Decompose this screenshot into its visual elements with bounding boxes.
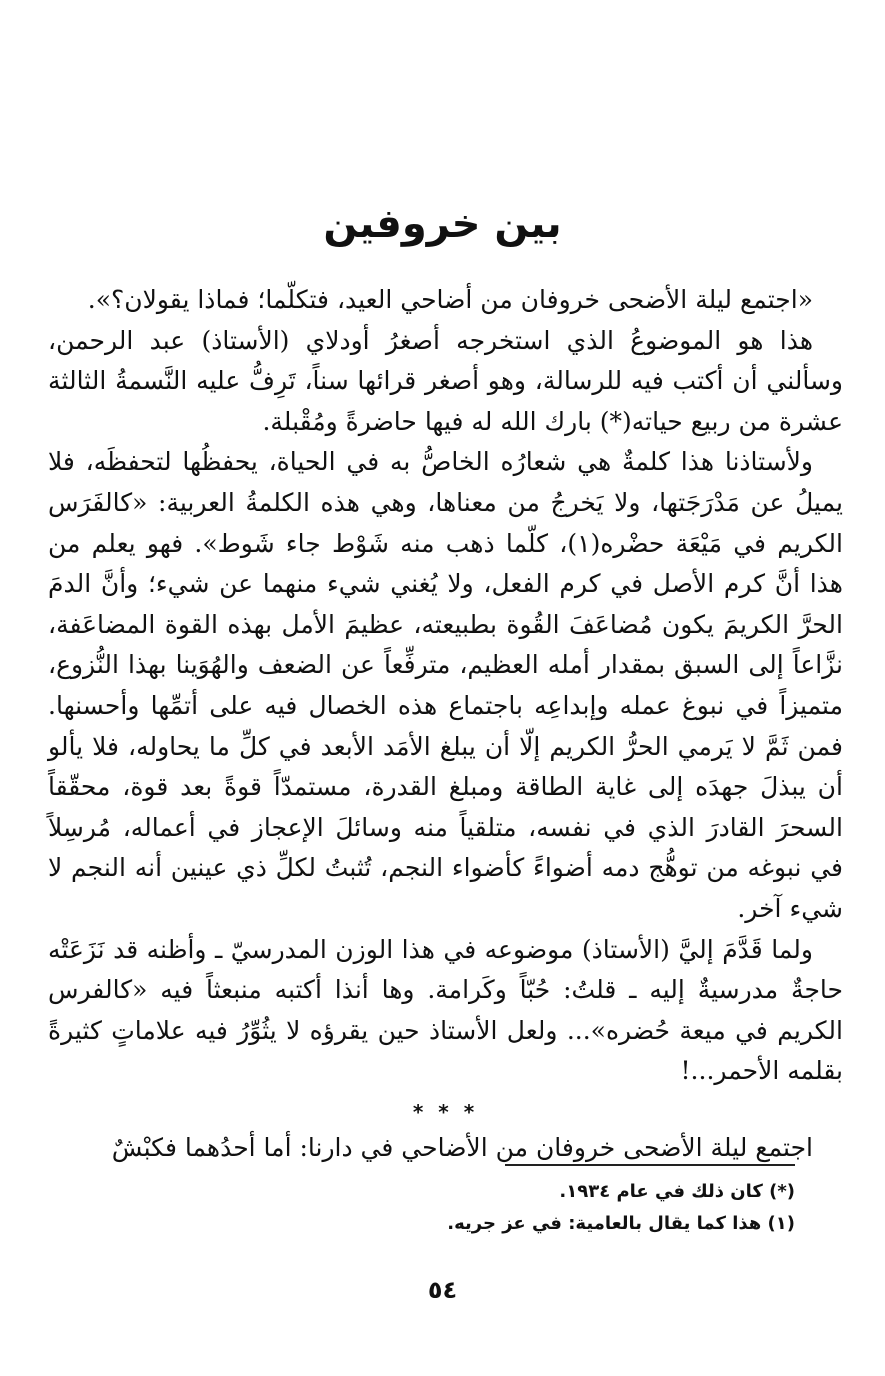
paragraph-2: هذا هو الموضوعُ الذي استخرجه أصغرُ أودلاي (الأستاذ) عبد الرحمن، وسألني أن أكتب فيه للرسالة، وهو أصغر قرائها سناً، تَرِفُّ عليه النَّسمةُ الثالثة عشرة من ربيع حياته(*) بارك الله له فيها حاضرةً ومُقْبلة. — [48, 325, 843, 436]
paragraph-3: ولأستاذنا هذا كلمةٌ هي شعارُه الخاصُّ به في الحياة، يحفظُها لتحفظَه، فلا يميلُ عن مَدْرَجَتها، ولا يَخرجُ من معناها، وهي هذه الكلمةُ العربية: «كالفَرَس الكريم في مَيْعَة حضْره(١)، كلّما ذهب منه شَوْط جاء شَوط». فهو يعلم من هذا أنَّ كرم الأصل في كرم الفعل، ولا يُغني شيء منهما عن شيء؛ وأنَّ الدمَ الحرَّ الكريمَ يكون مُضاعَفَ القُوة بطبيعته، عظيمَ الأمل بهذه القوة المضاعَفة، نزَّاعاً إلى السبق بمقدار أمله العظيم، مترفِّعاً عن الضعف والهُوَينا بهذا النُّزوع، متميزاً في نبوغ عمله وإبداعِه باجتماع هذه الخصال فيه على أتمِّها وأحسنها. فمن ثَمَّ لا يَرمي الحرُّ الكريم إلّا أن يبلغ الأمَد الأبعد في كلِّ ما يحاوله، فلا يألو أن يبذلَ جهدَه إلى غاية الطاقة ومبلغ القدرة، مستمدّاً قوةً بعد قوة، محقّقاً السحرَ القادرَ الذي في نفسه، متلقياً منه وسائلَ الإعجاز في أعماله، مُرسِلاً في نبوغه من توهُّج دمه أضواءً كأضواء النجم، تُثبتُ لكلِّ ذي عينين أنه النجم لا شيء آخر. — [48, 447, 843, 923]
body-text — [48, 280, 843, 1168]
paragraph-4: ولما قَدَّمَ إليَّ (الأستاذ) موضوعه في هذا الوزن المدرسيّ ـ وأظنه قد نَزَعَتْه حاجةٌ مدرسيةٌ إليه ـ قلتُ: حُبّاً وكَرامة. وها أنذا أكتبه منبعثاً فيه «كالفرس الكريم في ميعة حُضره»... ولعل الأستاذ حين يقرؤه لا يثُوِّرُ فيه علاماتٍ كثيرةً بقلمه الأحمر...! — [48, 934, 843, 1086]
footnote-1: (١) هذا كما يقال بالعامية: في عز جريه. — [447, 1213, 795, 1234]
footnote-divider — [505, 1164, 795, 1166]
chapter-title: بين خروفين — [323, 201, 562, 247]
paragraph-5: اجتمع ليلة الأضحى خروفان من الأضاحي في دارنا: أما أحدُهما فكبْشٌ — [111, 1132, 813, 1162]
footnotes — [100, 1176, 795, 1240]
page-number: ٥٤ — [427, 1276, 458, 1304]
footnote-star: (*) كان ذلك في عام ١٩٣٤. — [559, 1181, 795, 1202]
paragraph-1: «اجتمع ليلة الأضحى خروفان من أضاحي العيد، فتكلّما؛ فماذا يقولان؟». — [87, 285, 813, 314]
section-separator: * * * — [412, 1099, 479, 1124]
